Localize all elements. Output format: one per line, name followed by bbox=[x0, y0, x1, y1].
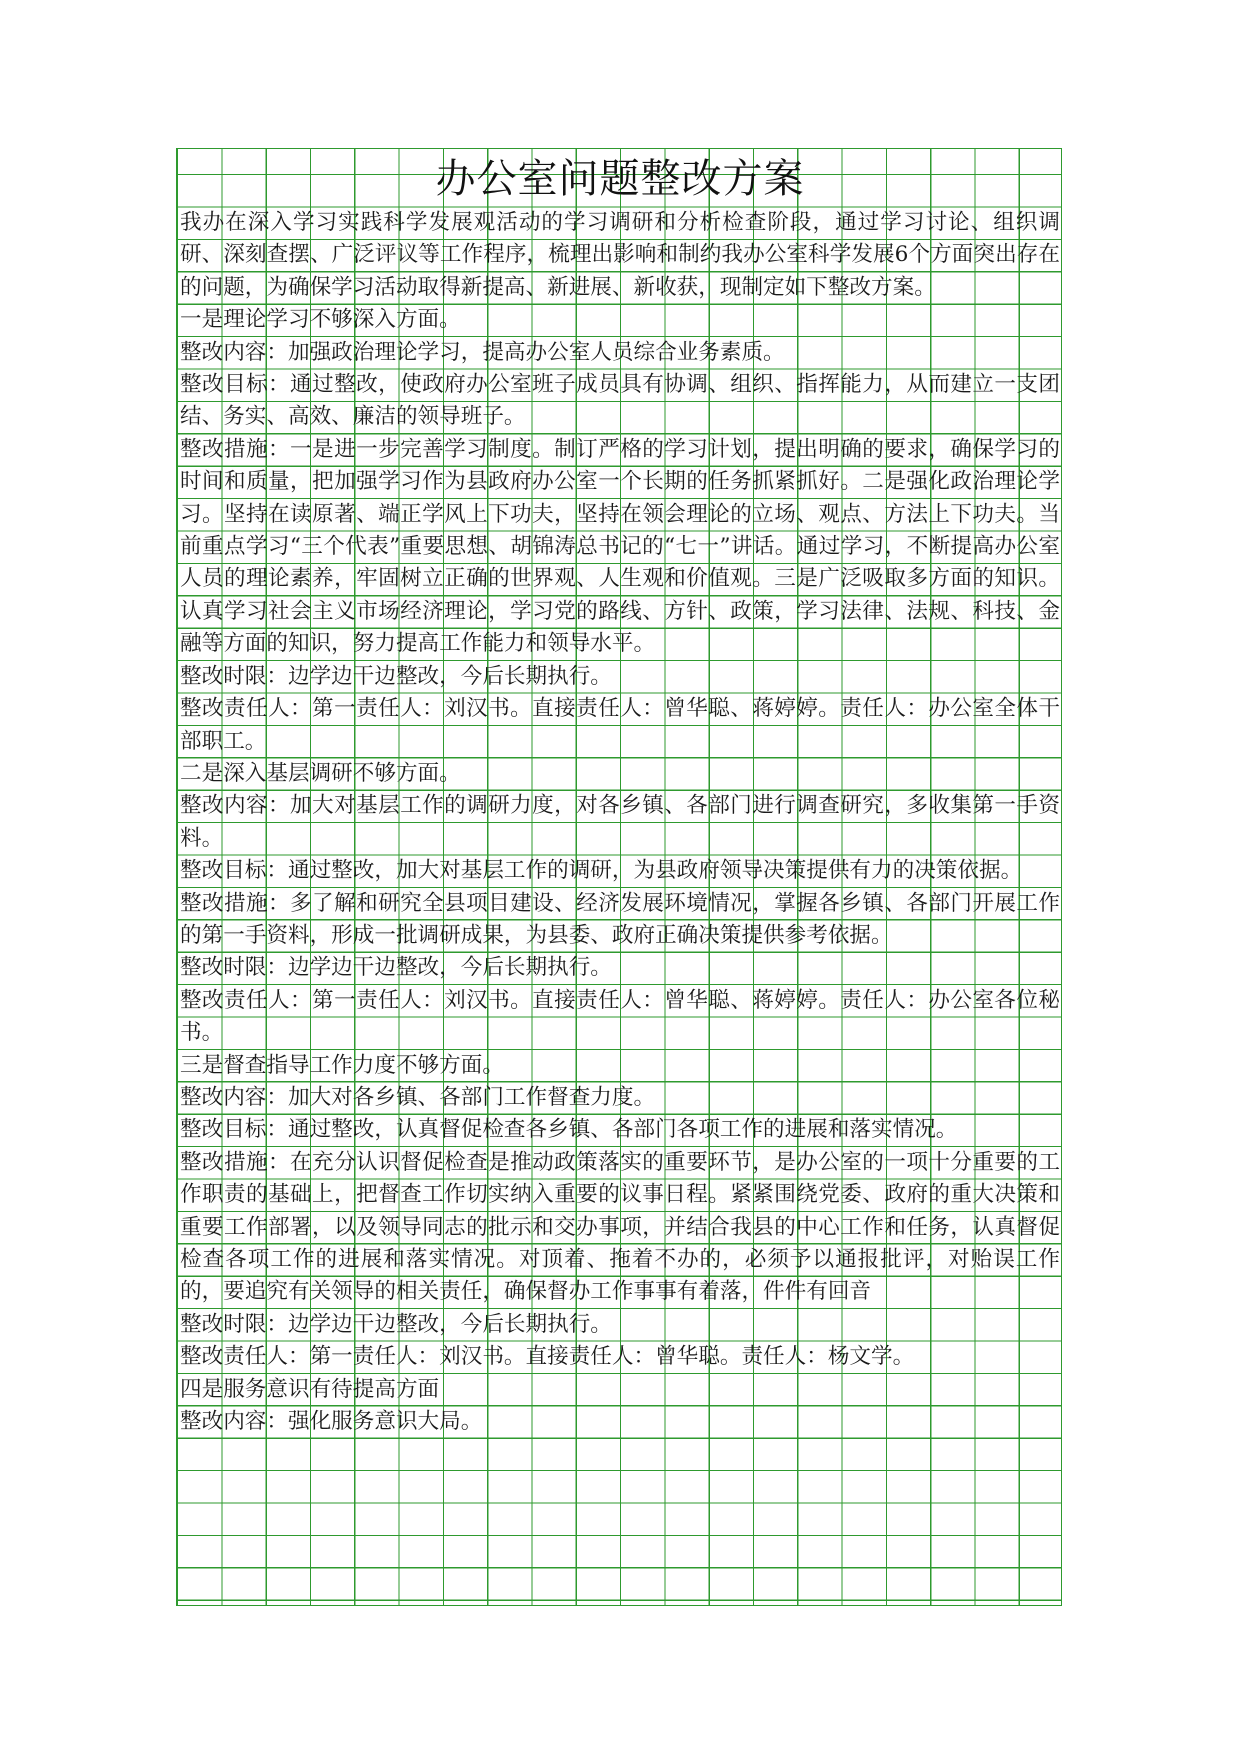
paragraph: 整改目标：通过整改，加大对基层工作的调研，为县政府领导决策提供有力的决策依据。 bbox=[180, 858, 1023, 884]
document-title: 办公室问题整改方案 bbox=[435, 156, 805, 202]
paragraph: 整改责任人：第一责任人：刘汉书。直接责任人：曾华聪。责任人：杨文学。 bbox=[180, 1344, 915, 1370]
paragraph: 整改时限：边学边干边整改，今后长期执行。 bbox=[180, 663, 612, 689]
paragraph: 整改措施：一是进一步完善学习制度。制订严格的学习计划，提出明确的要求，确保学习的时间和质量，把加强学习作为县政府办公室一个长期的任务抓紧抓好。二是强化政治理论学习。坚持在读原著、端正学风上下功夫，坚持在领会理论的立场、观点、方法上下功夫。当前重点学习“三个代表”重要思想、胡锦涛总书记的“七一”讲话。通过学习，不断提高办公室人员的理论素养，牢固树立正确的世界观、人生观和价值观。三是广泛吸取多方面的知识。认真学习社会主义市场经济理论，学习党的路线、方针、政策，学习法律、法规、科技、金融等方面的知识，努力提高工作能力和领导水平。 bbox=[180, 436, 1060, 657]
section-heading: 一是理论学习不够深入方面。 bbox=[180, 307, 461, 333]
paragraph: 我办在深入学习实践科学发展观活动的学习调研和分析检查阶段，通过学习讨论、组织调研、深刻查摆、广泛评议等工作程序，梳理出影响和制约我办公室科学发展6个方面突出存在的问题，为确保学习活动取得新提高、新进展、新收获，现制定如下整改方案。 bbox=[180, 210, 1060, 300]
grid-paper bbox=[176, 148, 1062, 1606]
paragraph: 整改目标：通过整改，认真督促检查各乡镇、各部门各项工作的进展和落实情况。 bbox=[180, 1117, 958, 1143]
paragraph: 整改措施：在充分认识督促检查是推动政策落实的重要环节，是办公室的一项十分重要的工作职责的基础上，把督查工作切实纳入重要的议事日程。紧紧围绕党委、政府的重大决策和重要工作部署，以及领导同志的批示和交办事项，并结合我县的中心工作和任务，认真督促检查各项工作的进展和落实情况。对顶着、拖着不办的，必须予以通报批评，对贻误工作的，要追究有关领导的相关责任，确保督办工作事事有着落，件件有回音 bbox=[180, 1149, 1060, 1305]
paragraph: 整改时限：边学边干边整改，今后长期执行。 bbox=[180, 955, 612, 981]
paragraph: 整改责任人：第一责任人：刘汉书。直接责任人：曾华聪、蒋婷婷。责任人：办公室全体干部职工。 bbox=[180, 696, 1060, 754]
paragraph: 整改措施：多了解和研究全县项目建设、经济发展环境情况，掌握各乡镇、各部门开展工作的第一手资料，形成一批调研成果，为县委、政府正确决策提供参考依据。 bbox=[180, 890, 1060, 948]
paragraph: 整改内容：加强政治理论学习，提高办公室人员综合业务素质。 bbox=[180, 339, 785, 365]
section-heading: 三是督查指导工作力度不够方面。 bbox=[180, 1052, 504, 1078]
paragraph: 整改目标：通过整改，使政府办公室班子成员具有协调、组织、指挥能力，从而建立一支团结、务实、高效、廉洁的领导班子。 bbox=[180, 372, 1060, 430]
paragraph: 整改内容：加大对各乡镇、各部门工作督查力度。 bbox=[180, 1084, 656, 1110]
paragraph: 整改内容：加大对基层工作的调研力度，对各乡镇、各部门进行调查研究，多收集第一手资料。 bbox=[180, 793, 1060, 851]
section-heading: 四是服务意识有待提高方面 bbox=[180, 1376, 440, 1402]
paragraph: 整改内容：强化服务意识大局。 bbox=[180, 1409, 483, 1435]
document-body bbox=[180, 149, 1060, 1438]
paragraph: 整改时限：边学边干边整改，今后长期执行。 bbox=[180, 1311, 612, 1337]
paragraph: 整改责任人：第一责任人：刘汉书。直接责任人：曾华聪、蒋婷婷。责任人：办公室各位秘书。 bbox=[180, 987, 1060, 1046]
section-heading: 二是深入基层调研不够方面。 bbox=[180, 760, 461, 786]
